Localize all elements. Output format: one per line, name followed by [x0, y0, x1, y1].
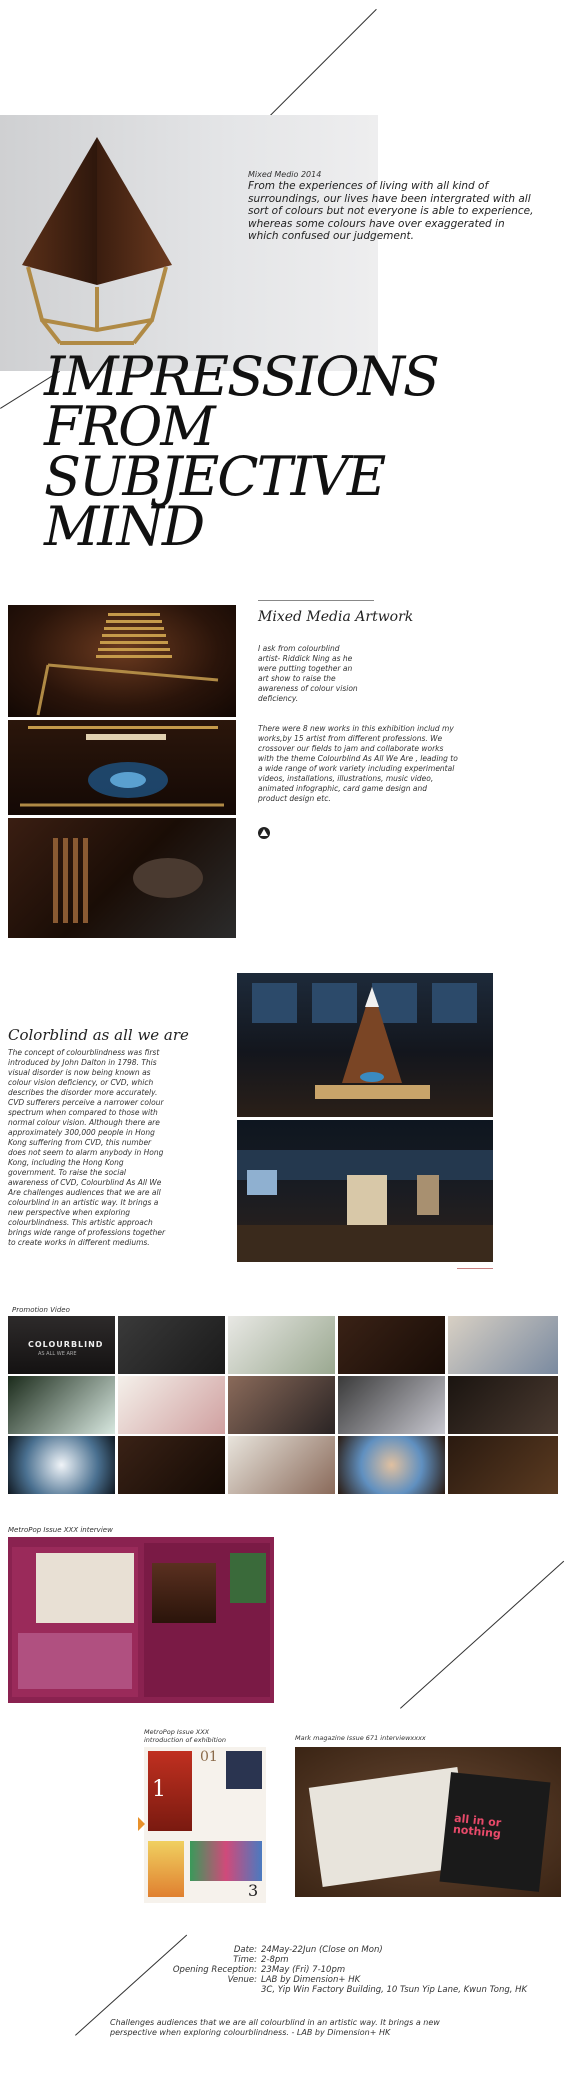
detail-row-venue	[140, 1975, 560, 1985]
hero-caption-body: From the experiences of living with all kind of surroundings, our lives have been intergrated with all sort of colours but not everyone is able to experience, whereas some colours have over exaggerated in which confused our judgement.	[248, 180, 534, 242]
exhibition-room-scene	[237, 1120, 493, 1262]
video-thumb-13[interactable]	[228, 1436, 335, 1494]
metropop-interview-label: MetroPop Issue XXX interview	[8, 1526, 113, 1534]
mixed-media-para-1: I ask from colourblind artist- Riddick Ning as he were putting together an art show to raise the awareness of colour vision deficiency.	[258, 644, 358, 703]
detail-label-venue: Venue:	[227, 1975, 257, 1985]
artwork-detail-slats	[8, 605, 236, 717]
detail-row-address	[140, 1985, 560, 1995]
artwork-photo-bottom	[8, 818, 236, 938]
intro-number-01: 01	[200, 1749, 218, 1765]
video-thumb-11[interactable]	[8, 1436, 115, 1494]
intro-photo-dark	[226, 1751, 262, 1789]
detail-row-reception	[140, 1965, 560, 1975]
exhibition-photo-top	[237, 973, 493, 1117]
detail-label-address	[140, 1985, 261, 1995]
metropop-text-block	[18, 1633, 132, 1689]
detail-value-address: 3C, Yip Win Factory Building, 10 Tsun Yip Lane, Kwun Tong, HK	[261, 1985, 528, 1995]
detail-value-time: 2-8pm	[261, 1955, 289, 1965]
detail-label-time: Time:	[233, 1955, 257, 1965]
intro-photo-grid	[190, 1841, 262, 1881]
video-thumb-9[interactable]	[338, 1376, 445, 1434]
video-thumb-8[interactable]	[228, 1376, 335, 1434]
orange-marker	[138, 1817, 145, 1831]
artwork-photo-mid	[8, 720, 236, 815]
detail-value-venue: LAB by Dimension+ HK	[261, 1975, 361, 1985]
pyramid-photo	[0, 115, 378, 371]
exhibition-details	[140, 1945, 560, 1995]
video-thumb-12[interactable]	[118, 1436, 225, 1494]
mark-magazine-label: Mark magazine Issue 671 interviewxxxx	[295, 1734, 426, 1742]
video-logo-text: COLOURBLIND	[28, 1340, 104, 1349]
metropop-card-grid	[36, 1553, 134, 1623]
metropop-pyramid-photo	[152, 1563, 216, 1623]
promotion-video-label: Promotion Video	[12, 1306, 70, 1314]
video-thumb-4[interactable]	[338, 1316, 445, 1374]
detail-value-date: 24May-22Jun (Close on Mon)	[261, 1945, 383, 1955]
detail-row-date	[140, 1945, 560, 1955]
mark-magazine-photo	[295, 1747, 561, 1897]
intro-number-1: 1	[152, 1777, 166, 1802]
decor-line-right	[400, 1561, 564, 1709]
video-thumb-7[interactable]	[118, 1376, 225, 1434]
hero-caption-title: Mixed Medio 2014	[248, 170, 322, 179]
video-thumb-5[interactable]	[448, 1316, 558, 1374]
colorblind-body: The concept of colourblindness was first introduced by John Dalton in 1798. This visual disorder is now being known as colour vision deficiency, or CVD, which describes the disorder more accurately. CVD sufferers perceive a narrower colour spectrum when compared to those with normal colour vision. Although there are approximately 300,000 people in Hong Kong suffering from CVD, this number does not seem to alarm anybody in Hong Kong, including the Hong Kong government. To raise the social awareness of CVD, Colourblind As All We Are challenges audiences that we are all colourblind in an artistic way. It brings a new perspective when exploring colourblindness. This artistic approach brings wide range of professions together to create works in different mediums.	[8, 1048, 166, 1247]
detail-label-date: Date:	[233, 1945, 257, 1955]
closing-statement: Challenges audiences that we are all colourblind in an artistic way. It brings a new perspective when exploring colourblindness. - LAB by Dimension+ HK	[110, 2018, 440, 2037]
mixed-media-para-2: There were 8 new works in this exhibition includ my works,by 15 artist from different professions. We crossover our fields to jam and collaborate works with the theme Colourblind As All We Are , leading to a wide range of work variety including experimental videos, installations, illustrations, music video, animated infographic, card game design and product design etc.	[258, 724, 458, 803]
exhibition-photo-bottom	[237, 1120, 493, 1262]
triangle-icon	[258, 824, 270, 836]
intro-photo-yellow	[148, 1841, 184, 1897]
mark-cover-text: all in or nothing	[452, 1811, 502, 1841]
video-thumb-2[interactable]	[118, 1316, 225, 1374]
metropop-intro-spread	[144, 1747, 266, 1903]
artwork-detail-glow	[8, 720, 236, 815]
video-thumb-14[interactable]	[338, 1436, 445, 1494]
pyramid-illustration	[0, 115, 378, 371]
metropop-right-page	[144, 1543, 270, 1697]
video-thumb-1[interactable]	[8, 1316, 115, 1374]
video-thumb-10[interactable]	[448, 1376, 558, 1434]
detail-value-reception: 23May (Fri) 7-10pm	[261, 1965, 346, 1975]
metropop-intro-label: MetroPop Issue XXX introduction of exhibition	[144, 1728, 226, 1744]
decor-line-top	[270, 9, 377, 116]
metropop-spread	[8, 1537, 274, 1703]
metropop-left-page	[12, 1547, 138, 1697]
hero-title-line-3: SUBJECTIVE	[44, 445, 385, 508]
hero-title-line-2: FROM	[44, 395, 214, 458]
hero-title	[44, 345, 564, 558]
artwork-photo-top	[8, 605, 236, 717]
video-thumb-6[interactable]	[8, 1376, 115, 1434]
mixed-media-divider	[258, 600, 374, 601]
mixed-media-heading: Mixed Media Artwork	[258, 609, 414, 625]
exhibition-pyramid-scene	[237, 973, 493, 1117]
artwork-detail-hand	[8, 818, 236, 938]
video-thumb-15[interactable]	[448, 1436, 558, 1494]
exhibition-underline	[457, 1268, 493, 1269]
video-logo-sub: AS ALL WE ARE	[38, 1351, 77, 1357]
mark-magazine-cover	[440, 1772, 551, 1892]
metropop-green-photo	[230, 1553, 266, 1603]
intro-number-3: 3	[248, 1881, 259, 1900]
hero-caption	[248, 170, 538, 243]
detail-row-time	[140, 1955, 560, 1965]
colorblind-heading: Colorblind as all we are	[8, 1026, 189, 1044]
hero-title-line-4: MIND	[44, 495, 204, 558]
detail-label-reception: Opening Reception:	[172, 1965, 257, 1975]
video-thumb-3[interactable]	[228, 1316, 335, 1374]
hero-title-line-1: IMPRESSIONS	[44, 345, 438, 408]
